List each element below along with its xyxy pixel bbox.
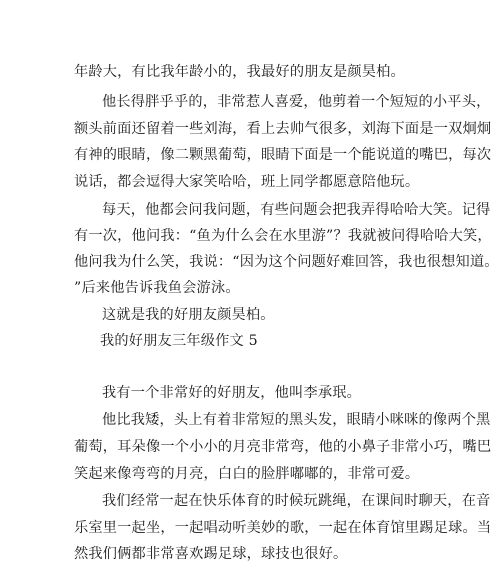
paragraph-first-line: 他比我矮，头上有着非常短的黑头发，眼睛小咪咪的像两个黑 — [102, 412, 491, 428]
paragraph-first-line: 我有一个非常好的好朋友，他叫李承珉。 — [102, 385, 361, 401]
section-title: 我的好朋友三年级作文 5 — [100, 333, 258, 349]
text-line: 年龄大，有比我年龄小的，我最好的朋友是颜昊柏。 — [74, 64, 405, 80]
text-line: ”后来他告诉我鱼会游泳。 — [74, 280, 240, 296]
text-line: 说话，都会逗得大家笑哈哈，班上同学都愿意陪他玩。 — [74, 174, 420, 190]
text-line: 有神的眼睛，像二颗黑葡萄，眼睛下面是一个能说道的嘴巴，每次 — [74, 147, 492, 163]
paragraph-first-line: 每天，他都会问我问题，有些问题会把我弄得哈哈大笑。记得 — [102, 202, 491, 218]
text-line: 额头前面还留着一些刘海，看上去帅气很多，刘海下面是一双炯炯 — [74, 121, 492, 137]
text-line: 笑起来像弯弯的月亮，白白的脸胖嘟嘟的，非常可爱。 — [74, 466, 420, 482]
paragraph-first-line: 这就是我的好朋友颜昊柏。 — [102, 307, 275, 323]
text-line: 乐室里一起坐，一起唱动听美妙的歌，一起在体育馆里踢足球。当 — [74, 520, 492, 536]
text-line: 有一次，他问我：“鱼为什么会在水里游”？我就被问得哈哈大笑， — [74, 228, 492, 244]
text-line: 然我们俩都非常喜欢踢足球，球技也很好。 — [74, 546, 348, 562]
text-line: 葡萄，耳朵像一个小小的月亮非常弯，他的小鼻子非常小巧，嘴巴 — [74, 439, 492, 455]
text-line: 他问我为什么笑，我说：“因为这个问题好难回答，我也很想知道。 — [74, 254, 499, 270]
paragraph-first-line: 我们经常一起在快乐体育的时候玩跳绳，在课间时聊天，在音 — [102, 493, 491, 509]
paragraph-first-line: 他长得胖乎乎的，非常惹人喜爱，他剪着一个短短的小平头， — [102, 94, 491, 110]
